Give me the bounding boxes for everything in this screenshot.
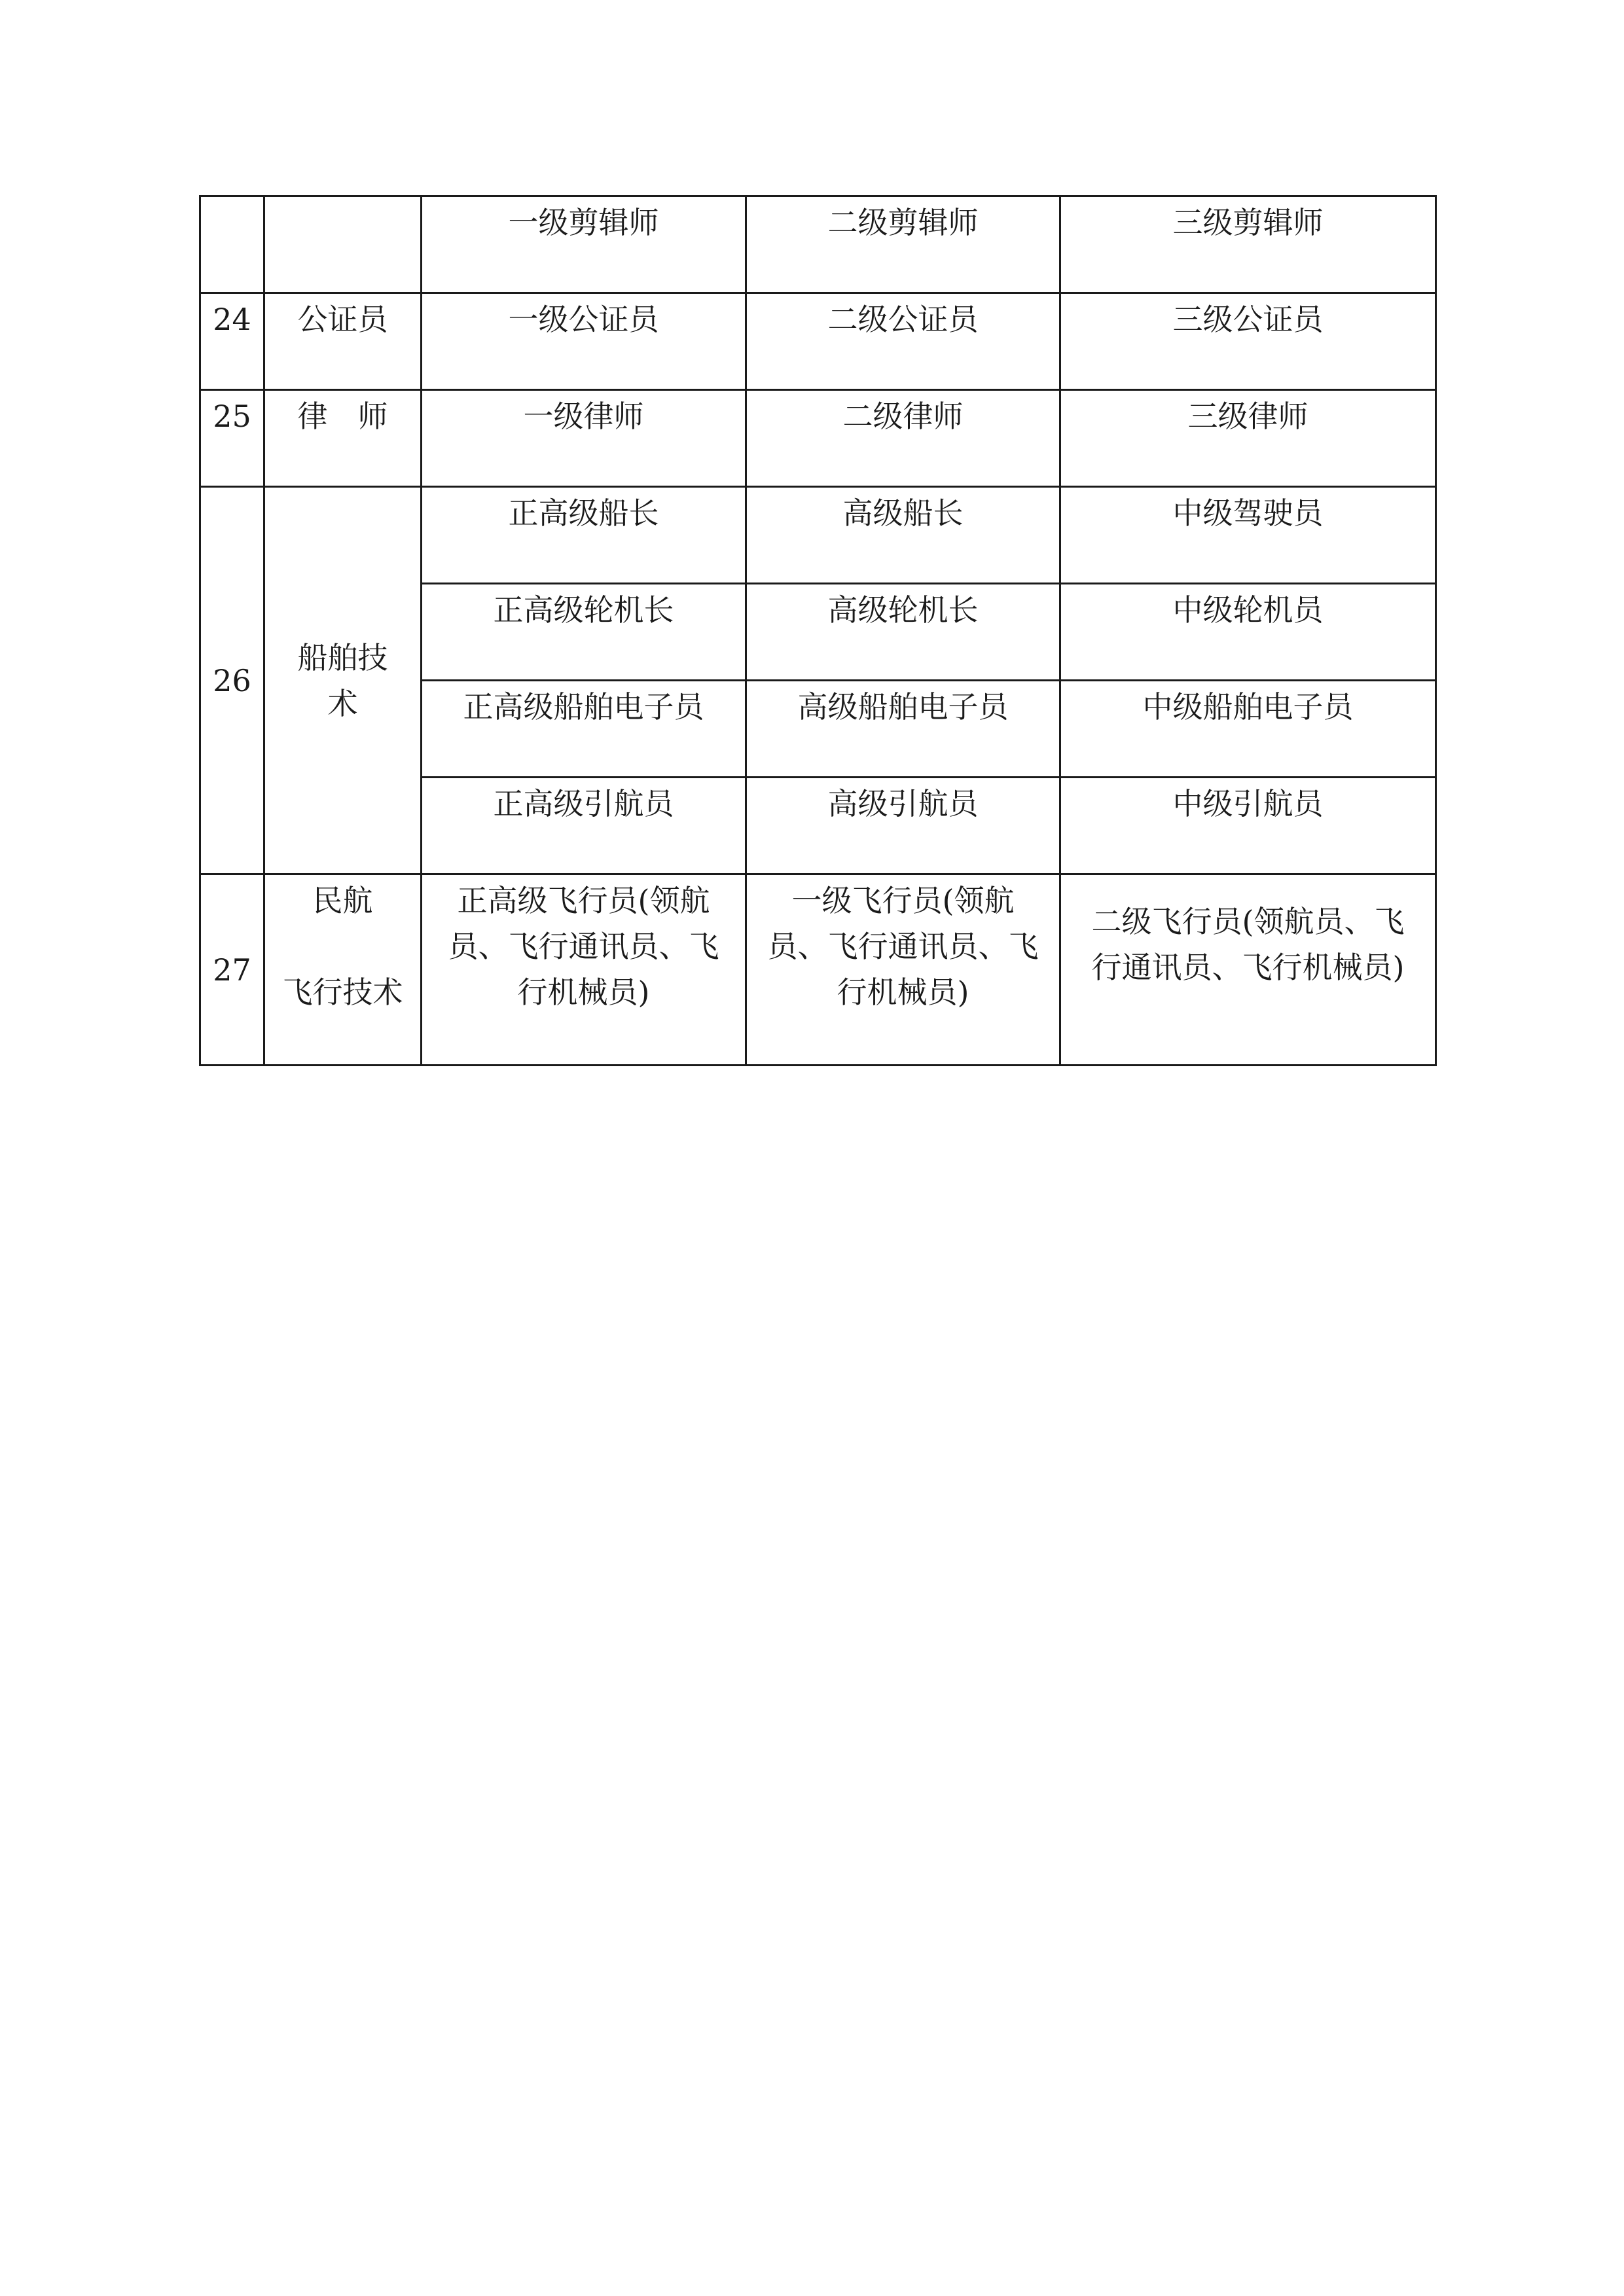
row-category [264, 874, 422, 1066]
junior-title-cell: 中级轮机员 [1060, 584, 1436, 681]
row-number: 27 [200, 874, 264, 1066]
middle-title-cell: 高级船舶电子员 [746, 681, 1060, 778]
row-number: 24 [200, 293, 264, 390]
row-category: 公证员 [264, 293, 422, 390]
junior-title-cell: 中级驾驶员 [1060, 487, 1436, 584]
category-line: 飞行技术 [282, 975, 403, 1010]
cell-line: 行机械员) [517, 975, 650, 1010]
junior-title-cell: 三级律师 [1060, 390, 1436, 487]
middle-title-cell: 二级剪辑师 [746, 196, 1060, 293]
table-row [200, 487, 1436, 584]
category-line: 船舶技 [297, 639, 388, 675]
cell-line: 行通讯员、飞行机械员) [1091, 950, 1405, 985]
cell-line: 员、飞行通讯员、飞 [767, 929, 1039, 964]
table-row [200, 293, 1436, 390]
cell-line: 行机械员) [837, 975, 969, 1010]
category-line: 术 [327, 685, 358, 721]
professional-title-table [199, 195, 1437, 1066]
middle-title-cell: 高级轮机长 [746, 584, 1060, 681]
junior-title-cell: 中级引航员 [1060, 778, 1436, 874]
senior-title-cell: 正高级船舶电子员 [422, 681, 746, 778]
row-number: 25 [200, 390, 264, 487]
middle-title-cell: 二级律师 [746, 390, 1060, 487]
cell-line: 二级飞行员(领航员、飞 [1091, 904, 1405, 939]
row-number: 26 [200, 487, 264, 874]
row-category [264, 390, 422, 487]
table-row [200, 874, 1436, 1066]
senior-title-cell: 一级公证员 [422, 293, 746, 390]
senior-title-cell [422, 874, 746, 1066]
junior-title-cell [1060, 874, 1436, 1066]
senior-title-cell: 一级律师 [422, 390, 746, 487]
senior-title-cell: 正高级引航员 [422, 778, 746, 874]
cell-line: 一级飞行员(领航 [791, 883, 1015, 918]
row-category [264, 487, 422, 874]
row-number [200, 196, 264, 293]
middle-title-cell: 高级船长 [746, 487, 1060, 584]
senior-title-cell: 一级剪辑师 [422, 196, 746, 293]
category-label: 律师 [297, 399, 418, 434]
row-category [264, 196, 422, 293]
senior-title-cell: 正高级船长 [422, 487, 746, 584]
table-row [200, 196, 1436, 293]
junior-title-cell: 三级公证员 [1060, 293, 1436, 390]
middle-title-cell: 二级公证员 [746, 293, 1060, 390]
middle-title-cell: 高级引航员 [746, 778, 1060, 874]
senior-title-cell: 正高级轮机长 [422, 584, 746, 681]
cell-line: 正高级飞行员(领航 [457, 883, 710, 918]
category-line: 民航 [312, 883, 373, 918]
table-row [200, 390, 1436, 487]
middle-title-cell [746, 874, 1060, 1066]
junior-title-cell: 中级船舶电子员 [1060, 681, 1436, 778]
junior-title-cell: 三级剪辑师 [1060, 196, 1436, 293]
cell-line: 员、飞行通讯员、飞 [448, 929, 719, 964]
